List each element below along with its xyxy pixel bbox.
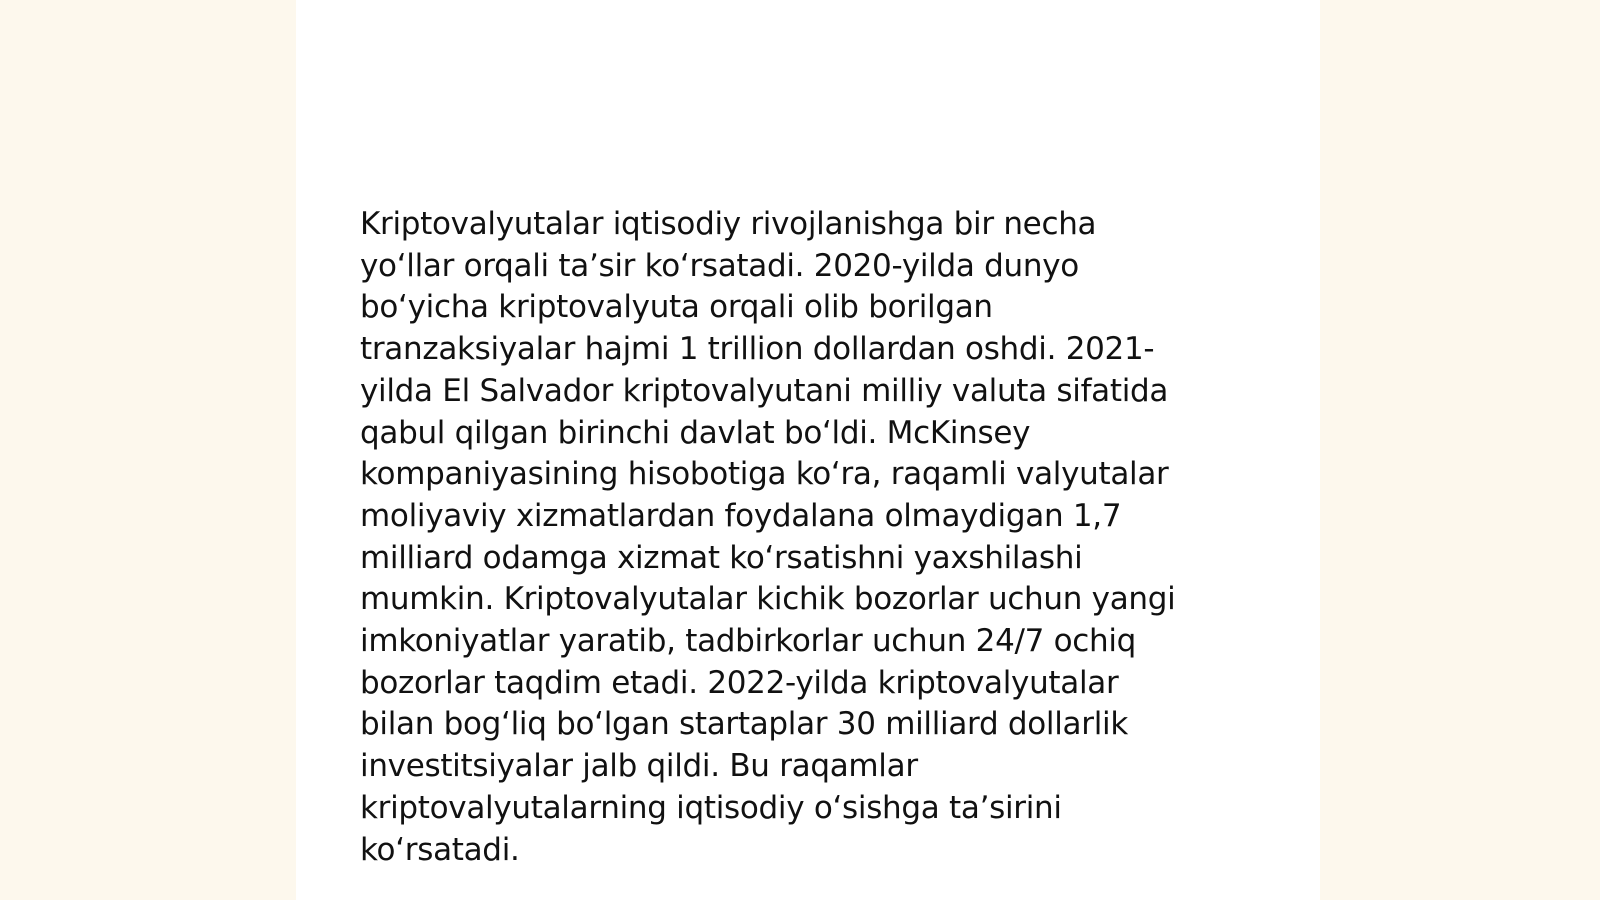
- body-paragraph: [360, 204, 1260, 871]
- paragraph-line: kriptovalyutalarning iqtisodiy o‘sishga ta’sirini: [360, 789, 1062, 826]
- paragraph-line: moliyaviy xizmatlardan foydalana olmaydigan 1,7: [360, 497, 1122, 534]
- paragraph-line: investitsiyalar jalb qildi. Bu raqamlar: [360, 748, 918, 785]
- paragraph-line: tranzaksiyalar hajmi 1 trillion dollardan oshdi. 2021-: [360, 331, 1155, 368]
- paragraph-line: bo‘yicha kriptovalyuta orqali olib borilgan: [360, 289, 993, 326]
- document-page: [296, 0, 1320, 900]
- paragraph-line: bozorlar taqdim etadi. 2022-yilda kriptovalyutalar: [360, 664, 1119, 701]
- paragraph-line: yilda El Salvador kriptovalyutani milliy valuta sifatida: [360, 372, 1169, 409]
- paragraph-line: milliard odamga xizmat ko‘rsatishni yaxshilashi: [360, 539, 1083, 576]
- paragraph-line: kompaniyasining hisobotiga ko‘ra, raqamli valyutalar: [360, 456, 1169, 493]
- paragraph-line: ko‘rsatadi.: [360, 831, 520, 868]
- paragraph-line: yo‘llar orqali ta’sir ko‘rsatadi. 2020-yilda dunyo: [360, 247, 1079, 284]
- paragraph-line: Kriptovalyutalar iqtisodiy rivojlanishga bir necha: [360, 206, 1097, 242]
- paragraph-line: imkoniyatlar yaratib, tadbirkorlar uchun 24/7 ochiq: [360, 623, 1137, 660]
- paragraph-line: mumkin. Kriptovalyutalar kichik bozorlar uchun yangi: [360, 581, 1176, 618]
- paragraph-line: qabul qilgan birinchi davlat bo‘ldi. McKinsey: [360, 414, 1031, 451]
- paragraph-line: bilan bog‘liq bo‘lgan startaplar 30 milliard dollarlik: [360, 706, 1128, 743]
